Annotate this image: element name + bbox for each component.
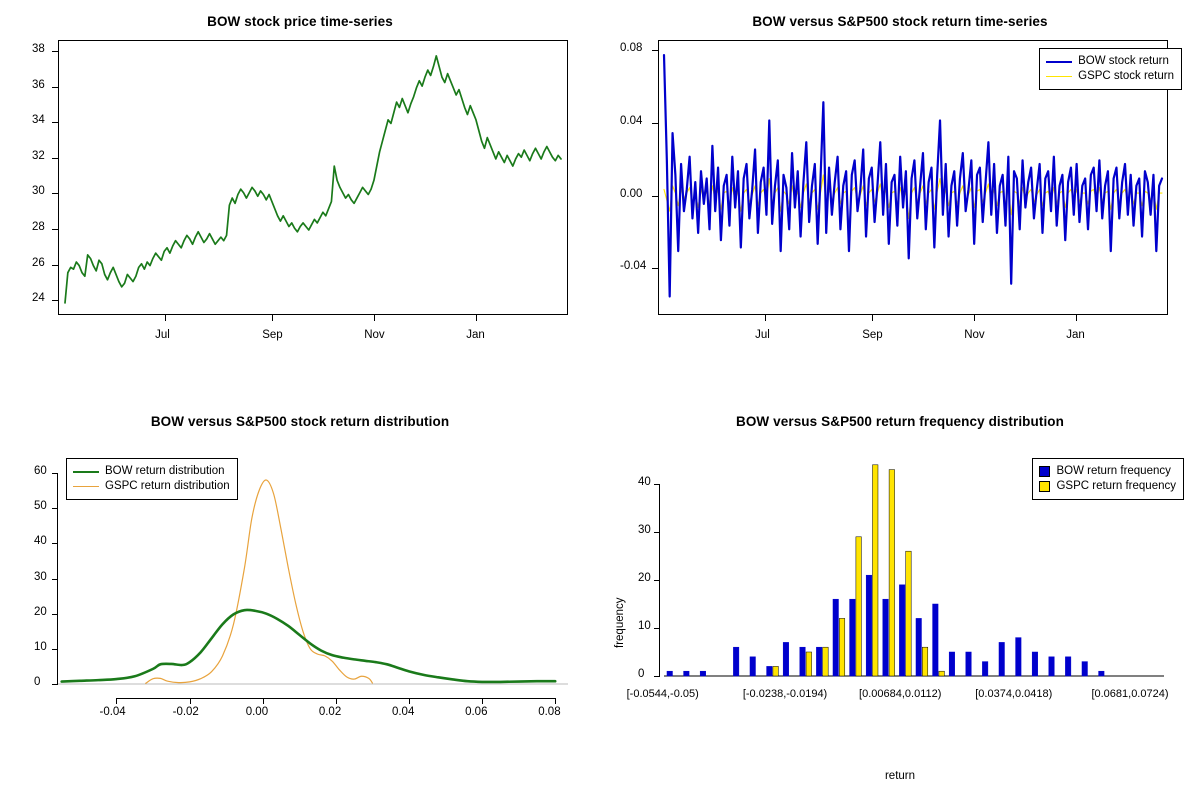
y-tick-label: 24 <box>32 292 45 305</box>
x-tick-label: 0.02 <box>318 706 342 718</box>
x-tick-mark <box>765 315 766 321</box>
x-tick-mark <box>555 698 556 704</box>
y-tick-label: 30 <box>638 524 651 536</box>
legend-label: GSPC return frequency <box>1056 480 1176 492</box>
y-tick-mark <box>52 193 58 194</box>
density-legend <box>66 458 238 500</box>
y-tick-label: 50 <box>34 500 47 513</box>
x-tick-label: Nov <box>364 329 385 341</box>
x-tick-mark <box>374 315 375 321</box>
legend-label: GSPC stock return <box>1078 70 1174 82</box>
y-tick-label: 20 <box>638 572 651 584</box>
x-tick-label: Jul <box>755 329 770 341</box>
y-tick-label: 38 <box>32 43 45 56</box>
y-tick-mark <box>52 684 58 685</box>
y-tick-label: 10 <box>638 620 651 632</box>
y-tick-label: 34 <box>32 114 45 127</box>
y-tick-mark <box>652 196 658 197</box>
legend-row <box>1039 464 1176 479</box>
bin-label: [0.0374,0.0418) <box>975 688 1053 700</box>
panel-3-title: BOW versus S&P500 stock return distribution <box>150 414 450 429</box>
y-tick-label: 0.08 <box>620 42 643 55</box>
x-tick-mark <box>165 315 166 321</box>
x-tick-label: -0.04 <box>99 706 126 718</box>
x-tick-label: 0.04 <box>391 706 415 718</box>
y-tick-mark <box>52 229 58 230</box>
bin-label: [0.00684,0.0112) <box>859 688 942 700</box>
y-tick-label: 40 <box>638 476 651 488</box>
y-tick-label: 10 <box>34 640 47 653</box>
y-tick-label: 30 <box>34 570 47 583</box>
legend-line-swatch <box>1046 76 1072 77</box>
legend-row <box>73 464 230 479</box>
frequency-x-axis-title: return <box>884 770 916 782</box>
x-tick-label: -0.02 <box>172 706 199 718</box>
x-tick-label: Jan <box>466 329 485 341</box>
x-tick-mark <box>1076 315 1077 321</box>
panel-4-title: BOW versus S&P500 return frequency distribution <box>735 414 1065 429</box>
legend-line-swatch <box>1046 61 1072 63</box>
legend-label: BOW stock return <box>1078 55 1169 67</box>
y-tick-mark <box>652 268 658 269</box>
x-tick-mark <box>476 315 477 321</box>
y-tick-label: 0.04 <box>620 115 643 128</box>
x-tick-label: Jan <box>1066 329 1085 341</box>
y-tick-mark <box>654 676 660 677</box>
x-axis-line <box>116 698 555 699</box>
y-tick-label: 20 <box>34 605 47 618</box>
legend-label: GSPC return distribution <box>105 480 230 492</box>
y-tick-label: 36 <box>32 78 45 91</box>
y-axis-line <box>659 484 660 676</box>
panel-stock-price-timeseries <box>0 0 600 400</box>
x-tick-label: 0.08 <box>538 706 561 718</box>
price-line-svg <box>59 41 567 314</box>
legend-row <box>1039 479 1176 494</box>
y-tick-mark <box>52 122 58 123</box>
x-tick-label: Sep <box>862 329 883 341</box>
y-tick-mark <box>52 300 58 301</box>
return-timeseries-legend <box>1039 48 1182 90</box>
legend-row <box>1046 69 1174 84</box>
y-tick-label: 32 <box>32 149 45 162</box>
x-tick-label: Sep <box>262 329 283 341</box>
y-tick-mark <box>652 50 658 51</box>
legend-line-swatch <box>73 471 99 473</box>
x-tick-mark <box>974 315 975 321</box>
panel-return-frequency <box>600 400 1200 800</box>
y-tick-label: 30 <box>32 185 45 198</box>
legend-line-swatch <box>73 486 99 487</box>
y-tick-label: 28 <box>32 221 45 234</box>
price-plot-area <box>58 40 568 315</box>
x-tick-mark <box>272 315 273 321</box>
frequency-y-axis-title: frequency <box>614 597 626 648</box>
y-axis-line <box>57 473 58 684</box>
x-tick-label: Nov <box>964 329 985 341</box>
legend-row <box>1046 54 1174 69</box>
legend-color-swatch <box>1039 466 1050 477</box>
legend-label: BOW return distribution <box>105 465 225 477</box>
legend-color-swatch <box>1039 481 1050 492</box>
bin-label: [-0.0544,-0.05) <box>626 688 699 700</box>
legend-row <box>73 479 230 494</box>
panel-return-timeseries <box>600 0 1200 400</box>
x-tick-mark <box>872 315 873 321</box>
x-tick-label: 0.06 <box>465 706 488 718</box>
bin-label: [0.0681,0.0724) <box>1091 688 1169 700</box>
y-tick-label: 0 <box>34 676 41 688</box>
y-tick-label: -0.04 <box>620 260 647 273</box>
y-tick-label: 0 <box>638 668 645 680</box>
bin-label: [-0.0238,-0.0194) <box>742 688 828 700</box>
frequency-legend <box>1032 458 1184 500</box>
y-tick-mark <box>52 51 58 52</box>
y-tick-mark <box>52 87 58 88</box>
panel-return-distribution <box>0 400 600 800</box>
y-tick-label: 40 <box>34 535 47 548</box>
panel-2-title: BOW versus S&P500 stock return time-series <box>752 14 1048 29</box>
y-tick-label: 26 <box>32 256 45 269</box>
y-tick-mark <box>652 123 658 124</box>
y-tick-label: 0.00 <box>620 187 643 200</box>
y-tick-label: 60 <box>34 465 47 478</box>
panel-1-title: BOW stock price time-series <box>207 14 393 29</box>
x-tick-label: Jul <box>155 329 170 341</box>
y-tick-mark <box>52 265 58 266</box>
y-tick-mark <box>52 158 58 159</box>
legend-label: BOW return frequency <box>1056 465 1171 477</box>
x-tick-label: 0.00 <box>245 706 269 718</box>
